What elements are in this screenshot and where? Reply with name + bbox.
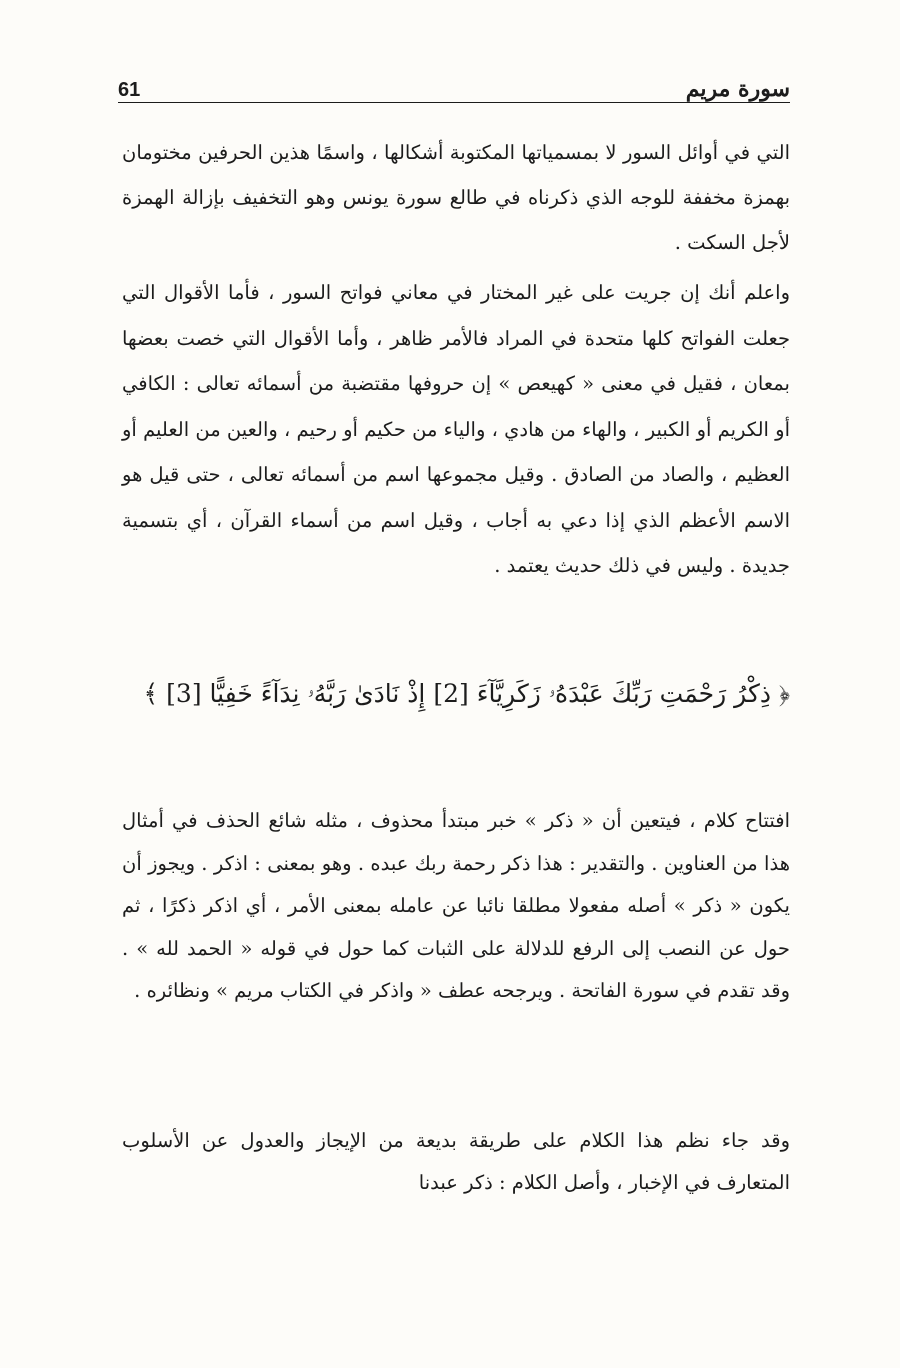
page-header	[118, 68, 790, 102]
paragraph-fawatih: واعلم أنك إن جريت على غير المختار في معاني فواتح السور ، فأما الأقوال التي جعلت الفواتح كلها متحدة في المراد فالأمر ظاهر ، وأما الأقوال التي خصت بعضها بمعان ، فقيل في معنى « كهيعص » إن حروفها مقتضبة من أسمائه تعالى : الكافي أو الكريم أو الكبير ، والهاء من هادي ، والياء من حكيم أو رحيم ، والعين من العليم أو العظيم ، والصاد من الصادق . وقيل مجموعها اسم من أسمائه تعالى ، حتى قيل هو الاسم الأعظم الذي إذا دعي به أجاب ، وقيل اسم من أسماء القرآن ، أي بتسمية جديدة . وليس في ذلك حديث يعتمد .	[122, 281, 790, 577]
paragraph-commentary: افتتاح كلام ، فيتعين أن « ذكر » خبر مبتدأ محذوف ، مثله شائع الحذف في أمثال هذا من العناوين . والتقدير : هذا ذكر رحمة ربك عبده . وهو بمعنى : اذكر . ويجوز أن يكون « ذكر » أصله مفعولا مطلقا نائبا عن عامله بمعنى الأمر ، أي اذكر ذكرًا ، ثم حول عن النصب إلى الرفع للدلالة على الثبات كما حول في قوله « الحمد لله » . وقد تقدم في سورة الفاتحة . ويرجحه عطف « واذكر في الكتاب مريم » ونظائره .	[122, 809, 790, 1002]
quran-verse: ﴿ ذِكْرُ رَحْمَتِ رَبِّكَ عَبْدَهُۥ زَكَرِيَّآءَ [2] إِذْ نَادَىٰ رَبَّهُۥ نِدَآءً خَفِيًّا [3] ﴾	[143, 679, 790, 708]
paragraph-continued: التي في أوائل السور لا بمسمياتها المكتوبة أشكالها ، واسمًا هذين الحرفين مختومان بهمزة مخففة للوجه الذي ذكرناه في طالع سورة يونس وهو التخفيف بإزالة الهمزة لأجل السكت .	[122, 141, 790, 254]
header-rule	[118, 102, 790, 103]
page-number: 61	[118, 79, 141, 101]
paragraph-style: وقد جاء نظم هذا الكلام على طريقة بديعة من الإيجاز والعدول عن الأسلوب المتعارف في الإخبار ، وأصل الكلام : ذكر عبدنا	[122, 1129, 790, 1194]
surah-title: سورة مريم	[685, 76, 790, 102]
